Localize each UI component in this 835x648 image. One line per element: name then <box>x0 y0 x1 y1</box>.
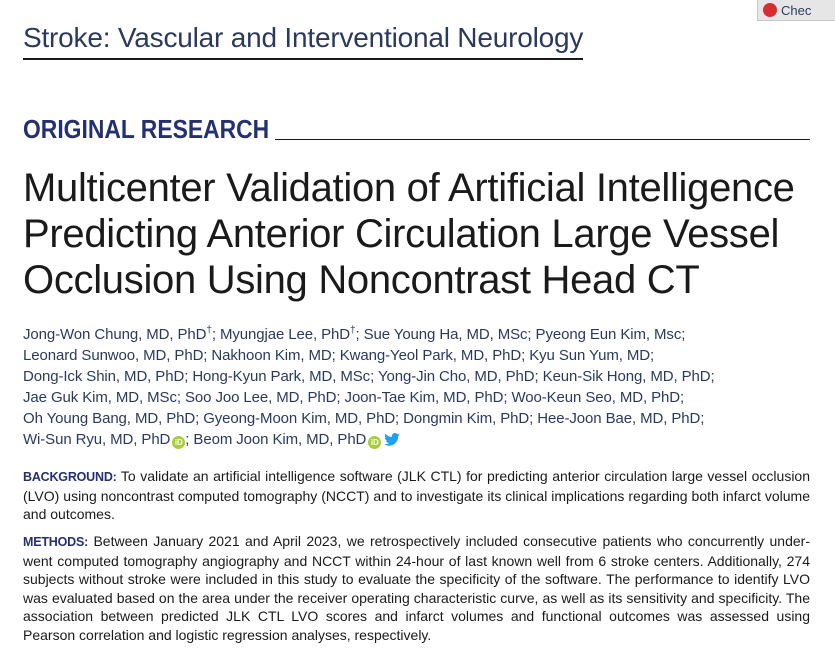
author-list <box>23 320 823 450</box>
article-title <box>23 165 823 303</box>
orcid-icon[interactable]: iD <box>172 436 185 449</box>
author-link[interactable]: ; Myungjae Lee, PhD <box>211 326 350 343</box>
crossmark-icon <box>763 3 777 17</box>
title-line: Predicting Anterior Circulation Large Vessel <box>23 212 780 256</box>
check-for-updates-badge[interactable] <box>757 0 835 21</box>
equal-contribution-dagger: † <box>206 325 212 336</box>
author-link[interactable]: ; Sue Young Ha, MD, MSc; Pyeong Eun Kim, Msc; <box>355 326 686 343</box>
section-divider <box>275 139 810 140</box>
journal-title: Stroke: Vascular and Interventional Neurology <box>23 22 583 60</box>
abstract-background <box>23 467 810 524</box>
author-line <box>23 429 823 450</box>
section-label: ORIGINAL RESEARCH <box>23 114 270 144</box>
author-line <box>23 320 823 345</box>
check-for-updates-label: Chec <box>781 2 812 18</box>
title-line: Occlusion Using Noncontrast Head CT <box>23 258 700 302</box>
methods-label: METHODS: <box>23 535 89 549</box>
author-link[interactable]: Jong-Won Chung, MD, PhD <box>23 326 207 343</box>
title-line: Multicenter Validation of Artificial Intelligence <box>23 166 795 210</box>
section-header <box>23 114 810 145</box>
author-link[interactable]: Wi-Sun Ryu, MD, PhD <box>23 431 171 448</box>
equal-contribution-dagger: † <box>350 325 356 336</box>
author-line[interactable]: Dong-Ick Shin, MD, PhD; Hong-Kyun Park, MD, MSc; Yong-Jin Cho, MD, PhD; Keun-Sik Hong, MD, PhD; <box>23 368 715 385</box>
background-text: To validate an artificial intelligence software (JLK CTL) for predicting anterior circulation large vessel occlusion (LVO) using noncontrast computed tomography (NCCT) and to investigate its clinical implications regarding both infarct volume and outcomes. <box>23 468 810 523</box>
background-label: BACKGROUND: <box>23 470 117 484</box>
abstract-methods <box>23 532 810 645</box>
author-line[interactable]: Oh Young Bang, MD, PhD; Gyeong-Moon Kim, MD, PhD; Dongmin Kim, PhD; Hee-Joon Bae, MD, PhD; <box>23 410 705 427</box>
orcid-icon[interactable]: iD <box>368 436 381 449</box>
author-line[interactable]: Leonard Sunwoo, MD, PhD; Nakhoon Kim, MD; Kwang-Yeol Park, MD, PhD; Kyu Sun Yum, MD; <box>23 347 655 364</box>
twitter-icon[interactable] <box>384 433 400 446</box>
author-line[interactable]: Jae Guk Kim, MD, MSc; Soo Joo Lee, MD, PhD; Joon-Tae Kim, MD, PhD; Woo-Keun Seo, MD, PhD; <box>23 389 685 406</box>
author-link[interactable]: ; Beom Joon Kim, MD, PhD <box>185 431 367 448</box>
methods-text: Between January 2021 and April 2023, we retrospectively included consecutive patients who concurrently under-went computed tomography angiography and NCCT within 24-hour of last known well from 6 stroke centers. Additionally, 274 subjects without stroke were included in this study to evaluate the specificity of the software. The performance to identify LVO was evaluated based on the area under the receiver operating characteristic curve, as well as its sensitivity and specificity. The association between predicted JLK CTL LVO scores and infarct volumes and functional outcomes was assessed using Pearson correlation and logistic regression analyses, respectively. <box>23 533 810 643</box>
